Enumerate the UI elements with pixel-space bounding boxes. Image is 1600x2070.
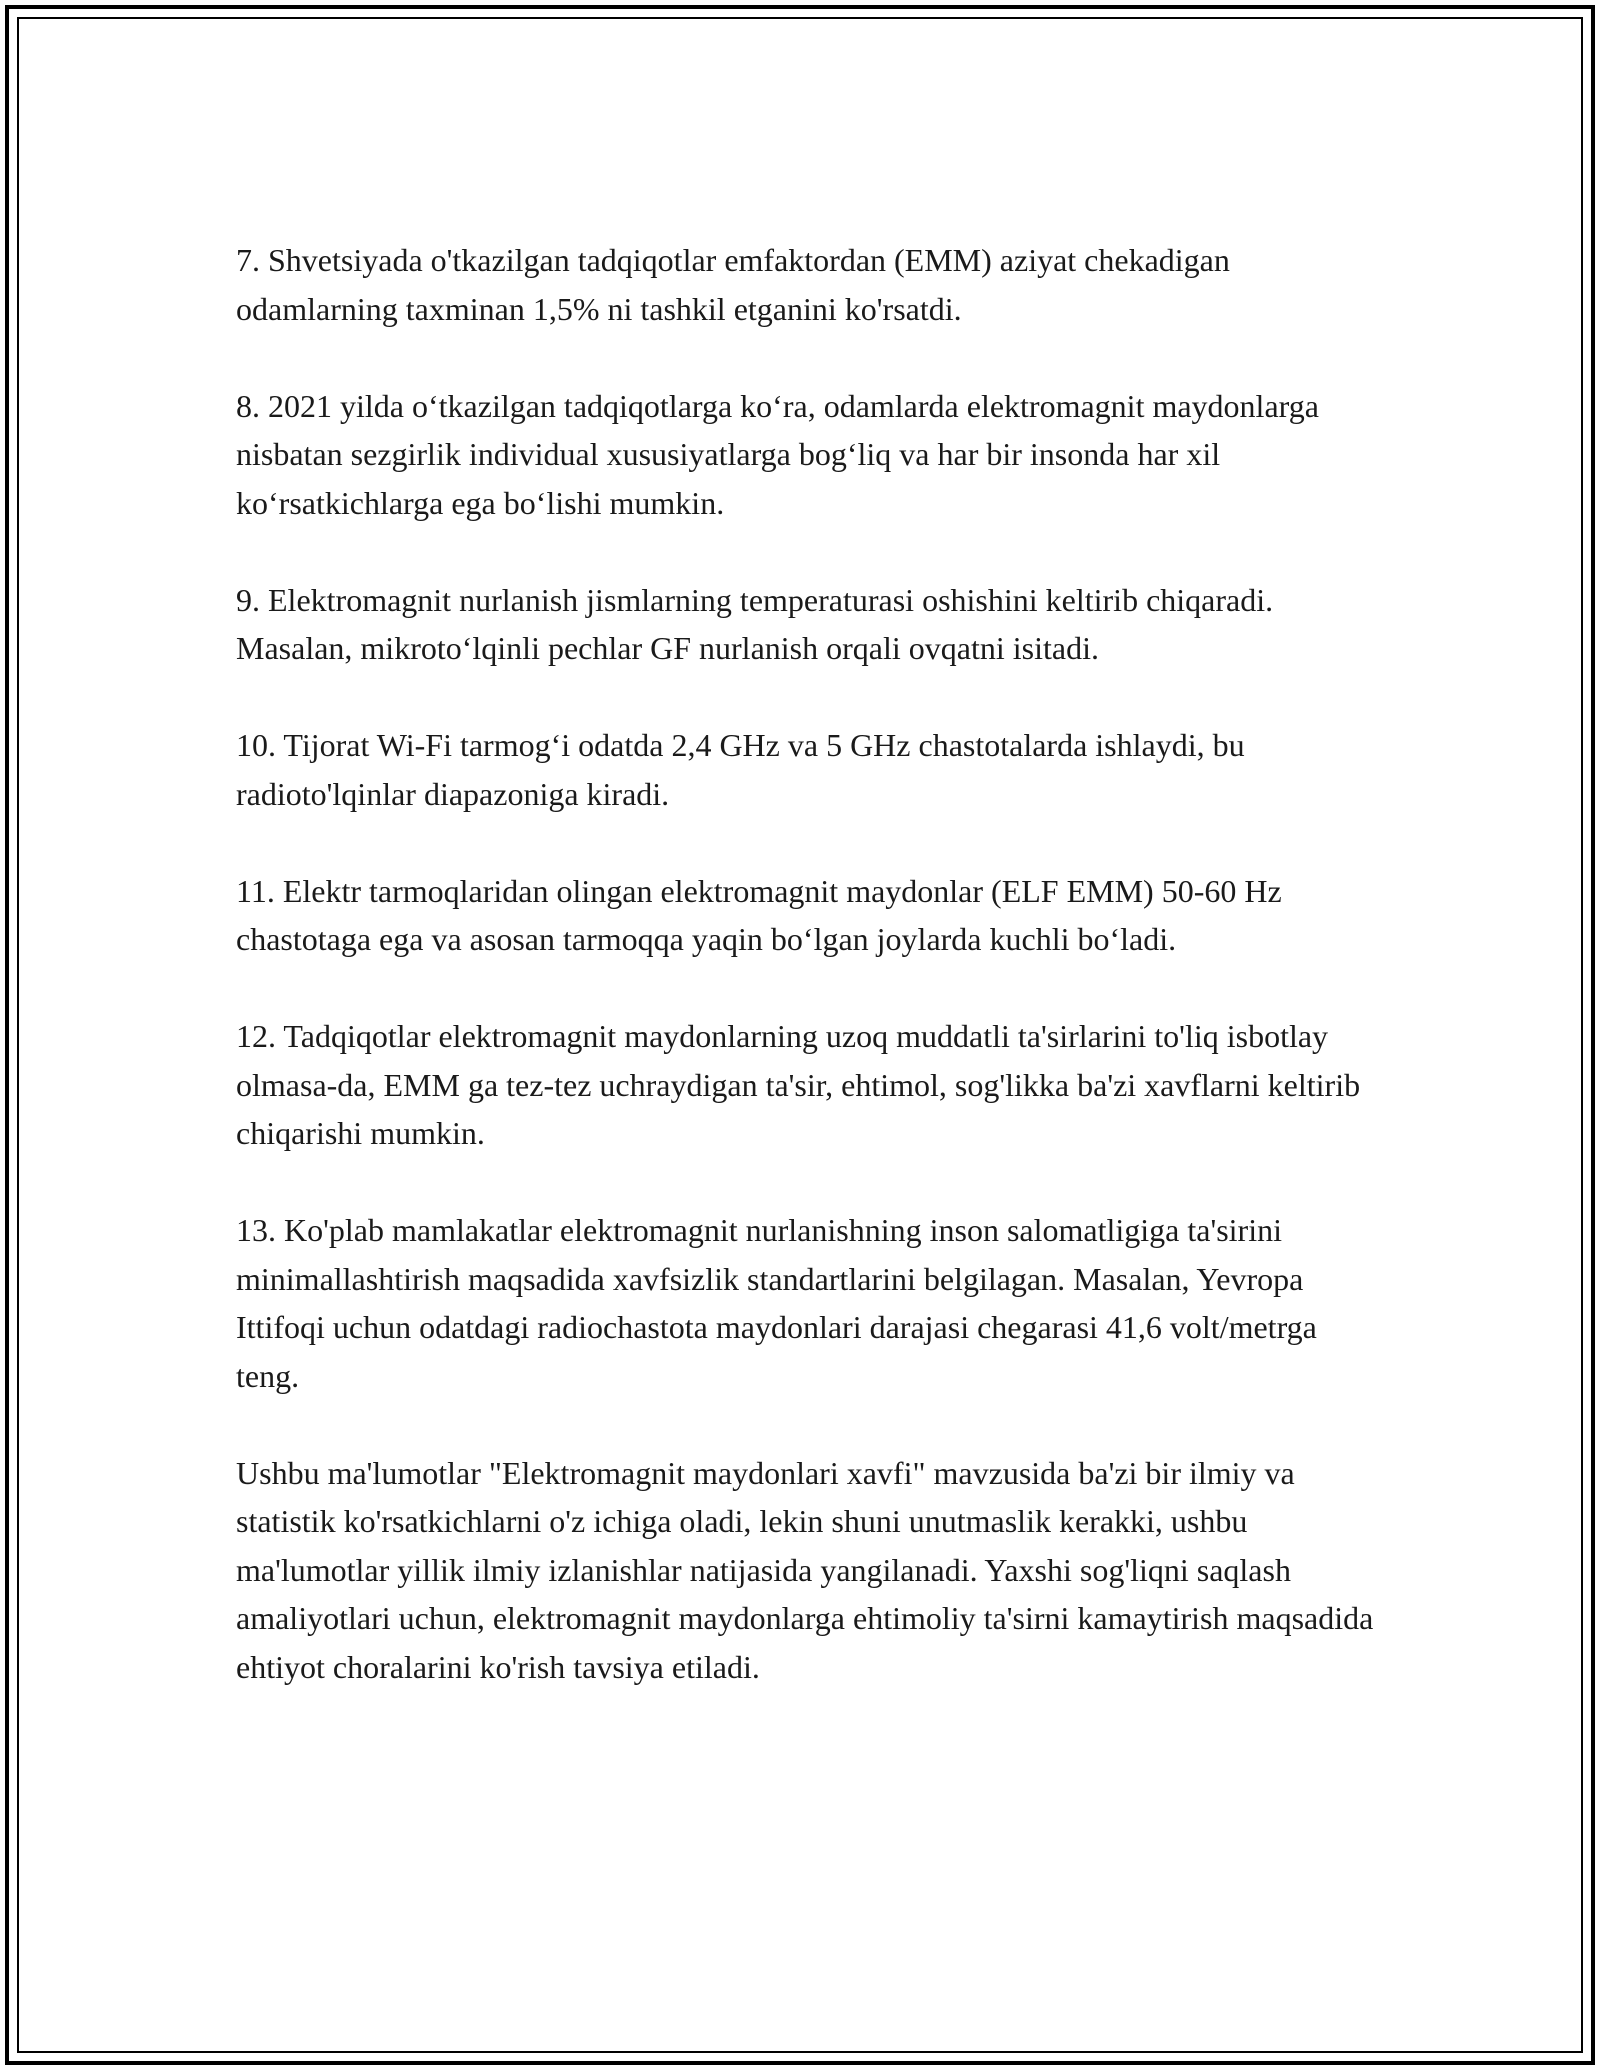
paragraph-item-11: 11. Elektr tarmoqlaridan olingan elektromagnit maydonlar (ELF EMM) 50-60 Hz chastotaga ega va asosan tarmoqqa yaqin bo‘lgan joylarda kuchli bo‘ladi. xyxy=(236,872,1282,957)
paragraph-item-8: 8. 2021 yilda o‘tkazilgan tadqiqotlarga ko‘ra, odamlarda elektromagnit maydonlarga nisbatan sezgirlik individual xususiyatlarga bog‘liq va har bir insonda har xil ko‘rsatkichlarga ega bo‘lishi mumkin. xyxy=(236,387,1319,521)
paragraph-item-10: 10. Tijorat Wi-Fi tarmog‘i odatda 2,4 GHz va 5 GHz chastotalarda ishlaydi, bu radioto'lqinlar diapazoniga kiradi. xyxy=(236,727,1245,812)
paragraph-item-12: 12. Tadqiqotlar elektromagnit maydonlarning uzoq muddatli ta'sirlarini to'liq isbotlay olmasa-da, EMM ga tez-tez uchraydigan ta'sir, ehtimol, sog'likka ba'zi xavflarni keltirib chiqarishi mumkin. xyxy=(236,1018,1361,1151)
paragraph-item-13: 13. Ko'plab mamlakatlar elektromagnit nurlanishning inson salomatligiga ta'sirini minimallashtirish maqsadida xavfsizlik standartlarini belgilagan. Masalan, Yevropa Ittifoqi uchun odatdagi radiochastota maydonlari darajasi chegarasi 41,6 volt/metrga teng. xyxy=(236,1212,1317,1394)
paragraph-conclusion: Ushbu ma'lumotlar "Elektromagnit maydonlari xavfi" mavzusida ba'zi bir ilmiy va statistik ko'rsatkichlarni o'z ichiga oladi, lekin shuni unutmaslik kerakki, ushbu ma'lumotlar yillik ilmiy izlanishlar natijasida yangilanadi. Yaxshi sog'liqni saqlash amaliyotlari uchun, elektromagnit maydonlarga ehtimoliy ta'sirni kamaytirish maqsadida ehtiyot choralarini ko'rish tavsiya etiladi. xyxy=(236,1454,1374,1685)
paragraph-item-9: 9. Elektromagnit nurlanish jismlarning temperaturasi oshishini keltirib chiqaradi. Masalan, mikroto‘lqinli pechlar GF nurlanish orqali ovqatni isitadi. xyxy=(236,581,1274,666)
paragraph-item-7: 7. Shvetsiyada o'tkazilgan tadqiqotlar emfaktordan (EMM) aziyat chekadigan odamlarning taxminan 1,5% ni tashkil etganini ko'rsatdi. xyxy=(236,242,1230,327)
document-body xyxy=(236,236,1376,1740)
